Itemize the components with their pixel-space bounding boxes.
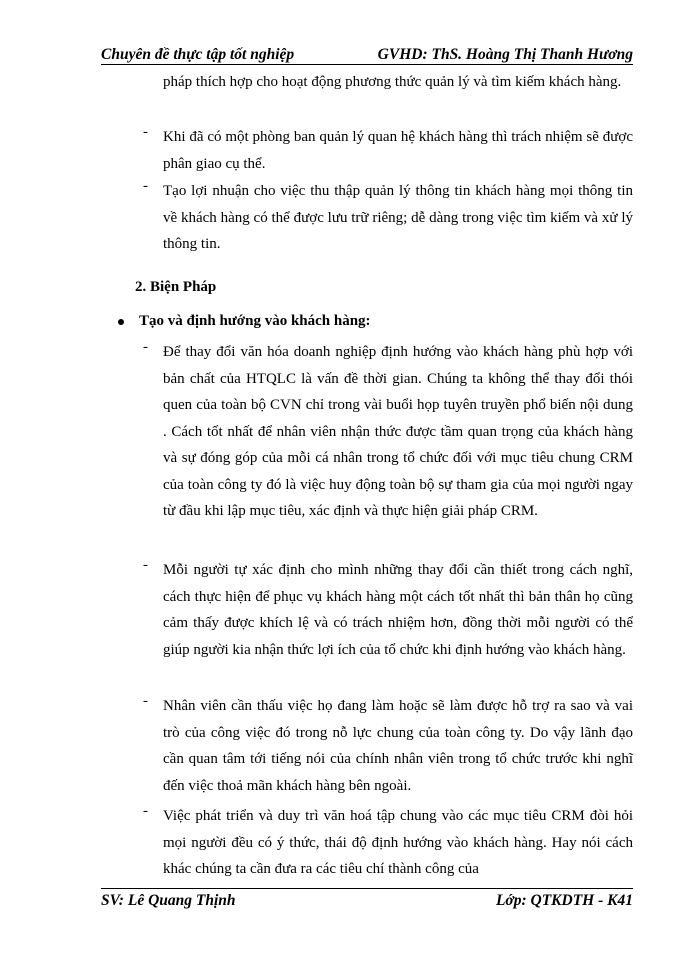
list-item — [143, 178, 633, 258]
footer-class: Lớp: QTKDTH - K41 — [495, 892, 633, 909]
list-item-text: Nhân viên cần thấu việc họ đang làm hoặc sẽ làm được hỗ trợ ra sao và vai trò của công việc đó trong nỗ lực chung của toàn công ty. Do vậy lãnh đạo cần quan tâm tới tiếng nói của chính nhân viên trong tổ chức trước khi nghĩ đến việc thoả mãn khách hàng bên ngoài. — [163, 698, 633, 794]
list-item-text: Việc phát triển và duy trì văn hoá tập chung vào các mục tiêu CRM đòi hỏi mọi người đều có ý thức, thái độ định hướng vào khách hàng. Hay nói cách khác chúng ta cần đưa ra các tiêu chí thành công của — [163, 808, 633, 877]
footer-divider — [101, 888, 633, 889]
list-item — [143, 339, 633, 525]
header-course-title: Chuyên đề thực tập tốt nghiệp — [101, 46, 295, 63]
bullet-heading-text: Tạo và định hướng vào khách hàng: — [139, 313, 371, 329]
list-item-text: Khi đã có một phòng ban quản lý quan hệ khách hàng thì trách nhiệm sẽ được phân giao cụ thể. — [163, 129, 633, 172]
list-item-text: Mỗi người tự xác định cho mình những thay đổi cần thiết trong cách nghĩ, cách thực hiện để phục vụ khách hàng một cách tốt nhất thì bản thân họ cũng cảm thấy được khích lệ và có trách nhiệm hơn, đồng thời mỗi người có thể giúp người kia nhận thức lợi ích của tổ chức khi định hướng vào khách hàng. — [163, 562, 633, 658]
bullet-heading — [118, 313, 371, 330]
dash-marker: - — [143, 557, 148, 573]
dash-marker: - — [143, 803, 148, 819]
footer-student-name: SV: Lê Quang Thịnh — [101, 892, 236, 909]
dash-marker: - — [143, 178, 148, 194]
section-heading: 2. Biện Pháp — [135, 279, 217, 295]
bullet-icon — [118, 319, 124, 325]
list-item-text: Tạo lợi nhuận cho việc thu thập quản lý thông tin khách hàng mọi thông tin về khách hàng có thể được lưu trữ riêng; dễ dàng trong việc tìm kiếm và xử lý thông tin. — [163, 183, 633, 252]
dash-marker: - — [143, 693, 148, 709]
list-item — [143, 803, 633, 883]
list-item-text: Để thay đổi văn hóa doanh nghiệp định hướng vào khách hàng phù hợp với bản chất của HTQLC là vấn đề thời gian. Chúng ta không thể thay đổi thói quen của toàn bộ CVN chỉ trong vài buổi họp tuyên truyền phổ biến nội dung . Cách tốt nhất để nhân viên nhận thức được tầm quan trọng của khách hàng và sự đóng góp của mỗi cá nhân trong tổ chức đối với mục tiêu chung CRM của toàn công ty đó là việc huy động toàn bộ sự tham gia của mọi người ngay từ đầu khi lập mục tiêu, xác định và thực hiện giải pháp CRM. — [163, 344, 633, 519]
header-supervisor: GVHD: ThS. Hoàng Thị Thanh Hương — [377, 46, 633, 63]
list-item — [143, 124, 633, 177]
list-item — [143, 693, 633, 799]
dash-marker: - — [143, 124, 148, 140]
page-footer — [101, 892, 633, 910]
dash-marker: - — [143, 339, 148, 355]
list-item — [143, 557, 633, 663]
continued-paragraph: pháp thích hợp cho hoạt động phương thức quản lý và tìm kiếm khách hàng. — [163, 74, 622, 90]
